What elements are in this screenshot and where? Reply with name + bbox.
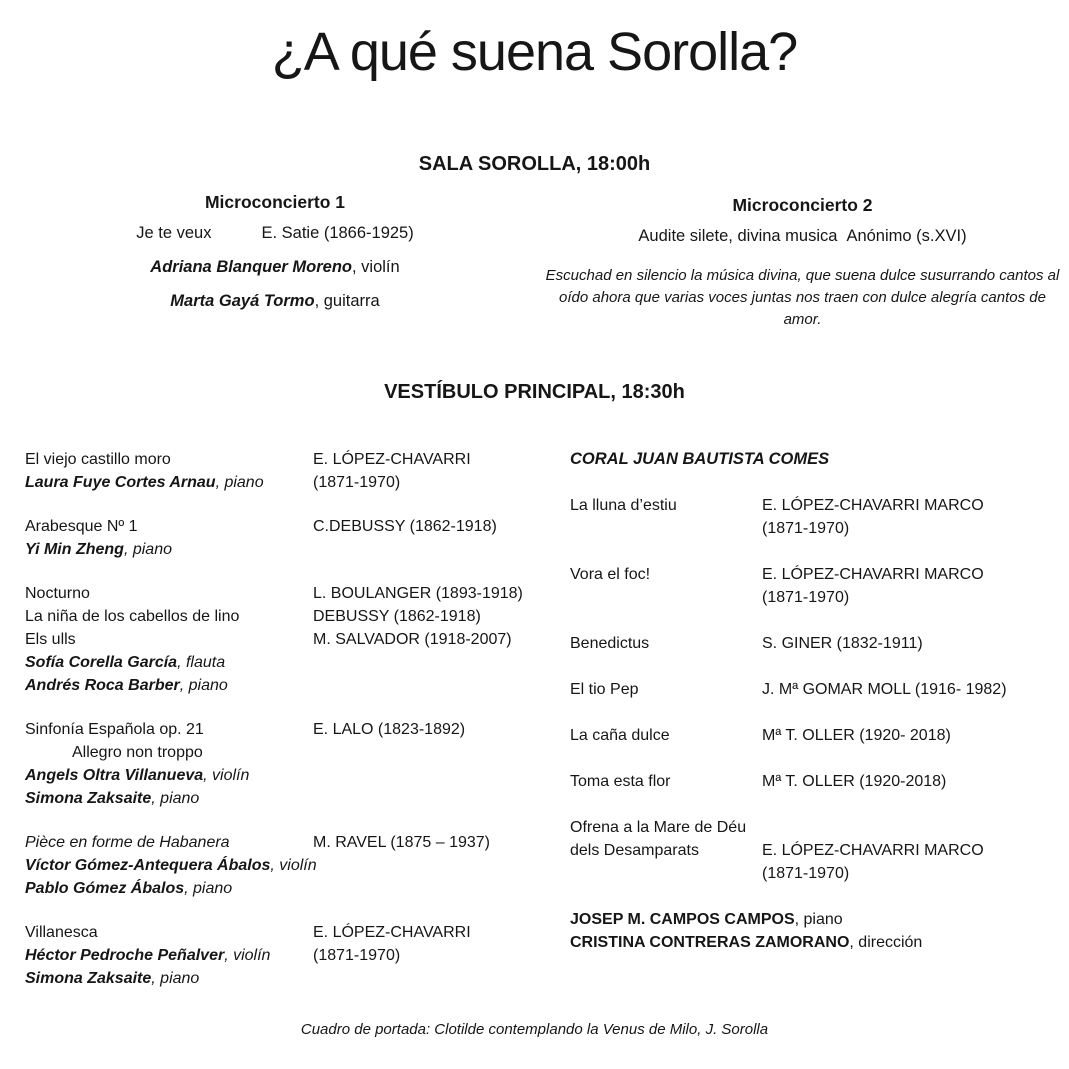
- piece-title: El viejo castillo moro: [25, 451, 171, 468]
- micro1-piece-line: [10, 222, 540, 244]
- composer-name: M. SALVADOR (1918-2007): [313, 631, 512, 648]
- choir-name: CORAL JUAN BAUTISTA COMES: [570, 450, 830, 468]
- performer-line: [10, 256, 540, 278]
- program-item: [25, 515, 545, 561]
- program-note: [545, 265, 1060, 331]
- program-item: [570, 494, 1065, 540]
- performer-name: Víctor Gómez-Antequera Ábalos: [25, 857, 271, 874]
- composer-name: DEBUSSY (1862-1918): [313, 608, 481, 625]
- composer-cell: [313, 718, 545, 810]
- performer-line: [25, 764, 313, 787]
- piece-title: Pièce en forme de Habanera: [25, 834, 230, 851]
- performer-name: Andrés Roca Barber: [25, 677, 180, 694]
- composer-name: C.DEBUSSY (1862-1918): [313, 518, 497, 535]
- credit-name: JOSEP M. CAMPOS CAMPOS: [570, 911, 795, 928]
- composer-name: E. LÓPEZ-CHAVARRI MARCO: [762, 842, 984, 859]
- program-item: [25, 921, 545, 990]
- performer-name: Marta Gayá Tormo: [170, 292, 315, 310]
- performer-role: , piano: [179, 677, 228, 694]
- performer-name: Yi Min Zheng: [25, 541, 124, 558]
- piece-cell: [570, 816, 762, 885]
- performer-line: [25, 787, 313, 810]
- credit-name: CRISTINA CONTRERAS ZAMORANO: [570, 934, 850, 951]
- composer-cell: [313, 921, 545, 990]
- program-note-line: Escuchad en silencio la música divina, que suena dulce susurrando cantos al: [545, 267, 1060, 284]
- performer-line: [25, 651, 313, 674]
- piece-title: Sinfonía Española op. 21: [25, 721, 204, 738]
- piece-title: La niña de los cabellos de lino: [25, 608, 240, 625]
- composer-cell: [762, 563, 1065, 609]
- composer-name: S. GINER (1832-1911): [762, 635, 923, 652]
- performer-line: [25, 944, 313, 967]
- composer-name: J. Mª GOMAR MOLL (1916- 1982): [762, 681, 1007, 698]
- performer-role: , piano: [151, 790, 200, 807]
- performer-role: , piano: [123, 541, 172, 558]
- program-item: [570, 563, 1065, 609]
- composer-cell: [313, 582, 545, 697]
- credit-line: [570, 931, 1065, 954]
- credit-line: [570, 908, 1065, 931]
- performer-role: , violín: [352, 258, 400, 276]
- program-item: [570, 816, 1065, 885]
- composer-dates: (1871-1970): [313, 947, 401, 964]
- performer-name: Héctor Pedroche Peñalver: [25, 947, 225, 964]
- composer-name: Mª T. OLLER (1920-2018): [762, 773, 947, 790]
- composer-cell: [313, 515, 545, 561]
- performer-name: Simona Zaksaite: [25, 970, 152, 987]
- piece-title: Arabesque Nº 1: [25, 518, 138, 535]
- composer-name: L. BOULANGER (1893-1918): [313, 585, 523, 602]
- microconcierto-2: [545, 193, 1060, 331]
- performer-line: [25, 538, 313, 561]
- piece-title: Villanesca: [25, 924, 98, 941]
- piece-cell: [25, 831, 317, 900]
- movement-title: Allegro non troppo: [72, 744, 203, 761]
- program-item: [570, 770, 1065, 793]
- performer-line: [25, 877, 313, 900]
- program-item: [25, 718, 545, 810]
- piece-cell: [25, 718, 313, 810]
- composer-cell: [762, 494, 1065, 540]
- composer-cell: [313, 448, 545, 494]
- piece-title: Je te veux: [136, 224, 212, 242]
- piece-title: Els ulls: [25, 631, 76, 648]
- piece-title: El tio Pep: [570, 681, 639, 698]
- program-item: [570, 632, 1065, 655]
- program-item: [570, 724, 1065, 747]
- piece-cell: [25, 582, 313, 697]
- performer-line: [10, 290, 540, 312]
- program-note-line: oído ahora que varias voces juntas nos traen con dulce alegría cantos de amor.: [559, 289, 1046, 328]
- performer-role: , violín: [203, 767, 250, 784]
- performer-name: Sofía Corella García: [25, 654, 178, 671]
- piece-title: Audite silete, divina musica: [638, 227, 838, 245]
- credits-block: [570, 908, 1065, 954]
- composer-name: E. Satie (1866-1925): [261, 224, 414, 242]
- piece-cell: [25, 515, 313, 561]
- program-right-column: [570, 448, 1065, 954]
- composer-dates: (1871-1970): [313, 474, 401, 491]
- composer-name: Anónimo (s.XVI): [846, 227, 967, 245]
- performer-role: , violín: [270, 857, 317, 874]
- composer-name: E. LÓPEZ-CHAVARRI: [313, 451, 471, 468]
- footer-caption: Cuadro de portada: Clotilde contemplando la Venus de Milo, J. Sorolla: [300, 1021, 769, 1038]
- performer-name: Pablo Gómez Ábalos: [25, 880, 185, 897]
- composer-dates: (1871-1970): [762, 520, 850, 537]
- performer-line: [25, 854, 317, 877]
- performer-line: [25, 674, 313, 697]
- micro2-title: Microconcierto 2: [732, 195, 873, 215]
- piece-cell: [25, 448, 313, 494]
- performer-name: Laura Fuye Cortes Arnau: [25, 474, 216, 491]
- credit-role: , dirección: [849, 934, 923, 951]
- composer-cell: [313, 831, 545, 900]
- performer-line: [25, 967, 313, 990]
- piece-title: Vora el foc!: [570, 566, 651, 583]
- composer-name: E. LÓPEZ-CHAVARRI: [313, 924, 471, 941]
- piece-title: Benedictus: [570, 635, 650, 652]
- piece-title: Toma esta flor: [570, 773, 671, 790]
- performer-role: , flauta: [177, 654, 226, 671]
- composer-name: E. LÓPEZ-CHAVARRI MARCO: [762, 497, 984, 514]
- performer-role: , piano: [151, 970, 200, 987]
- performer-role: , guitarra: [314, 292, 380, 310]
- program-item: [25, 831, 545, 900]
- composer-name: E. LALO (1823-1892): [313, 721, 466, 738]
- piece-title: dels Desamparats: [570, 842, 699, 859]
- piece-title: Ofrena a la Mare de Déu: [570, 819, 747, 836]
- program-item: [25, 448, 545, 494]
- performer-name: Simona Zaksaite: [25, 790, 152, 807]
- microconcierto-1: [10, 190, 540, 324]
- composer-dates: (1871-1970): [762, 589, 850, 606]
- program-item: [570, 678, 1065, 701]
- piece-cell: [25, 921, 313, 990]
- micro1-title: Microconcierto 1: [204, 192, 346, 212]
- composer-cell: [762, 816, 1065, 885]
- micro2-piece-line: [545, 225, 1060, 247]
- piece-title: La caña dulce: [570, 727, 670, 744]
- performer-role: , violín: [224, 947, 271, 964]
- performer-name: Adriana Blanquer Moreno: [150, 258, 352, 276]
- composer-dates: (1871-1970): [762, 865, 850, 882]
- piece-title: La lluna d’estiu: [570, 497, 677, 514]
- section-vestibulo-header: VESTÍBULO PRINCIPAL, 18:30h: [384, 381, 685, 403]
- composer-name: Mª T. OLLER (1920- 2018): [762, 727, 951, 744]
- performer-line: [25, 471, 313, 494]
- performer-role: , piano: [184, 880, 233, 897]
- section-sala-header: SALA SOROLLA, 18:00h: [418, 153, 651, 175]
- credit-role: , piano: [794, 911, 843, 928]
- program-left-column: [25, 448, 545, 1011]
- page-title: ¿A qué suena Sorolla?: [271, 22, 798, 82]
- performer-name: Angels Oltra Villanueva: [25, 767, 204, 784]
- program-item: [25, 582, 545, 697]
- performer-role: , piano: [215, 474, 264, 491]
- composer-name: E. LÓPEZ-CHAVARRI MARCO: [762, 566, 984, 583]
- piece-title: Nocturno: [25, 585, 90, 602]
- composer-name: M. RAVEL (1875 – 1937): [313, 834, 490, 851]
